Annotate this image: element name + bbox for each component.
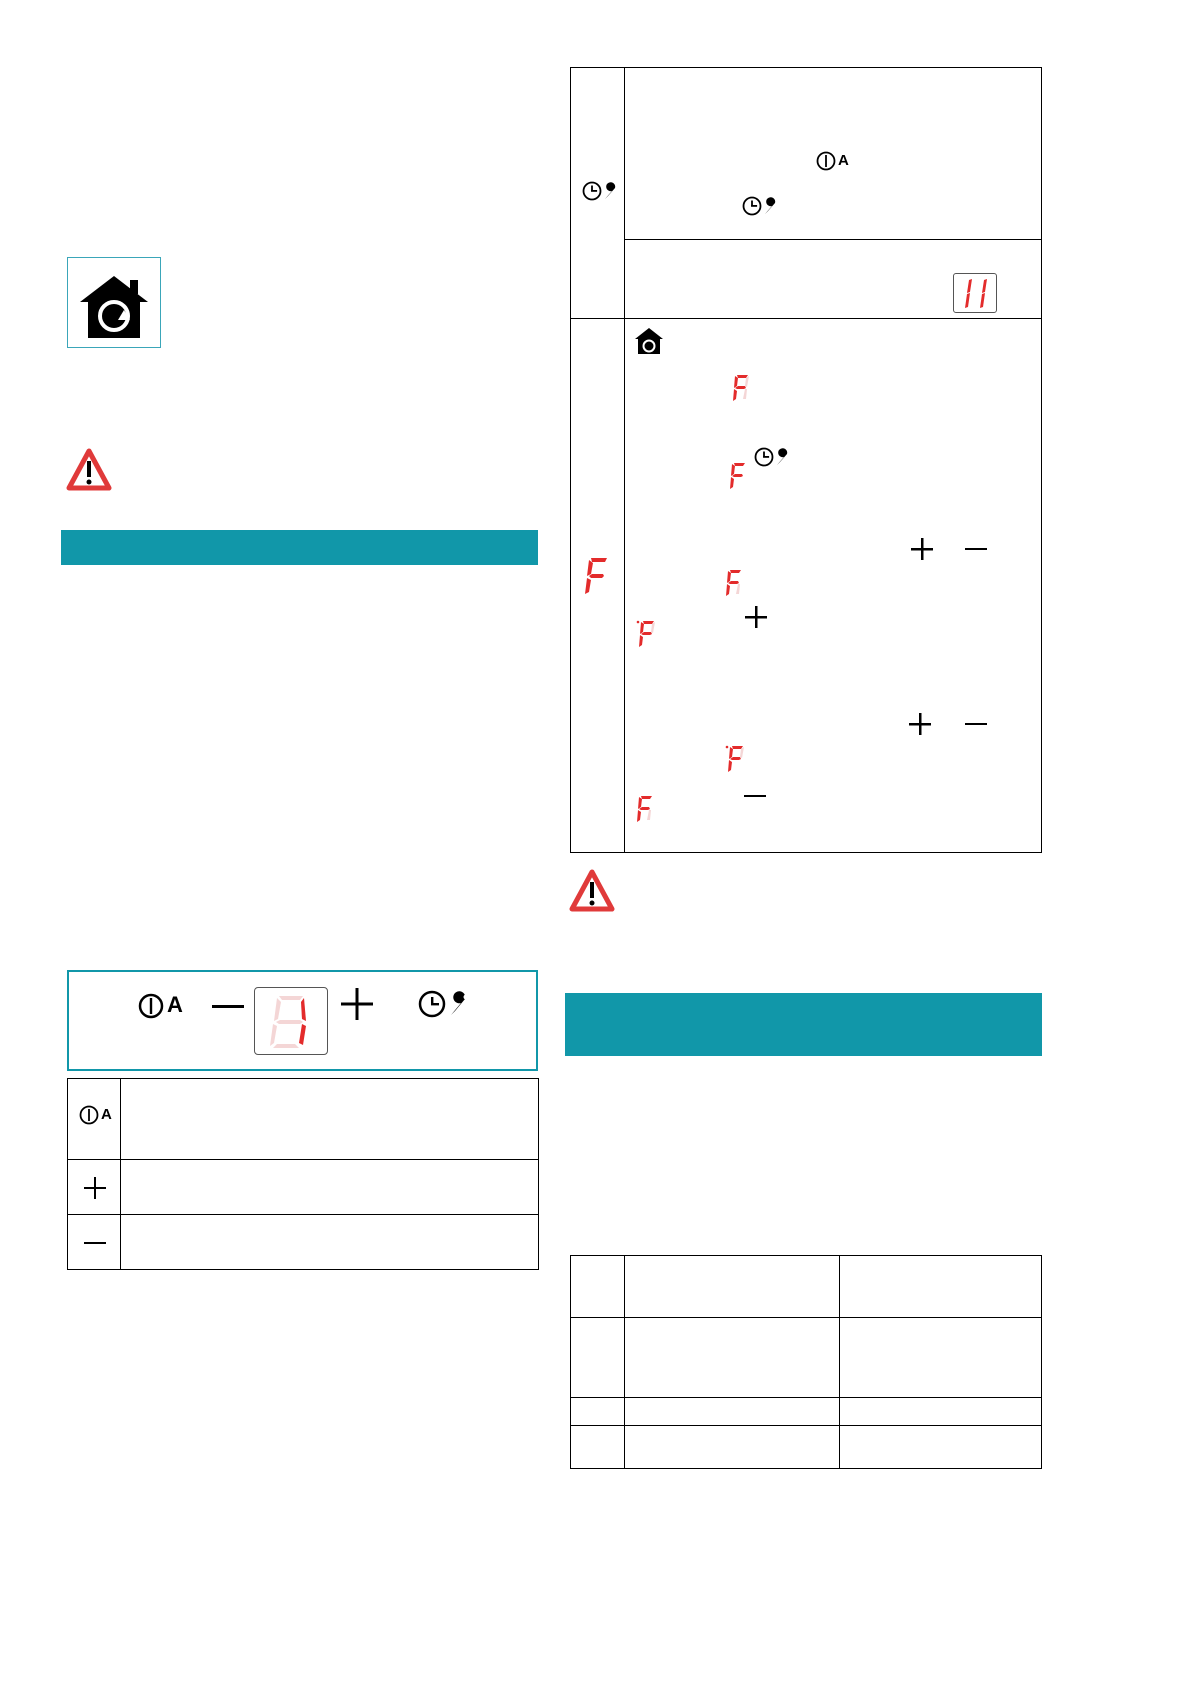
display-eleven — [953, 273, 997, 313]
minus-icon — [84, 1232, 106, 1254]
power-auto-letter: A — [167, 992, 183, 1017]
timer-wrench-icon — [741, 195, 781, 217]
home-recirculation-icon-box — [67, 257, 161, 348]
minus-icon — [965, 713, 987, 735]
power-auto-button[interactable] — [137, 990, 197, 1022]
inline-power-letter: A — [838, 152, 849, 169]
display-f-small — [728, 461, 748, 491]
timer-wrench-icon — [581, 180, 621, 202]
warning-triangle-icon — [569, 869, 615, 913]
power-auto-icon — [815, 150, 837, 172]
display-f-large-value — [583, 556, 588, 565]
grid-table — [570, 1255, 1042, 1469]
display-digit-value — [255, 988, 261, 999]
section-header-bar — [565, 993, 1042, 1056]
display-digit — [254, 987, 328, 1055]
display-f-small — [731, 373, 751, 403]
power-auto-icon — [78, 1104, 100, 1126]
plus-icon — [911, 538, 933, 560]
home-recirculation-icon — [68, 258, 160, 347]
display-f-small — [724, 568, 744, 598]
plus-icon — [745, 606, 767, 628]
warning-triangle-icon — [66, 448, 112, 492]
inline-power-auto — [815, 150, 849, 172]
minus-icon[interactable] — [212, 992, 244, 1022]
settings-table — [570, 67, 1042, 853]
plus-icon — [84, 1177, 106, 1199]
timer-wrench-icon[interactable] — [417, 988, 475, 1020]
plus-icon[interactable] — [341, 988, 373, 1020]
minus-icon — [965, 538, 987, 560]
plus-icon — [909, 713, 931, 735]
display-f-small-dot — [724, 744, 746, 774]
display-f-small — [635, 794, 655, 824]
control-panel — [67, 970, 538, 1071]
legend-power-letter: A — [101, 1106, 112, 1123]
home-recirculation-icon — [633, 326, 665, 356]
display-eleven-value — [954, 274, 962, 283]
legend-row-power-auto — [78, 1104, 112, 1126]
section-header-bar — [61, 530, 538, 565]
timer-wrench-icon — [753, 446, 793, 468]
display-f-small-dot — [635, 619, 657, 649]
minus-icon — [744, 785, 766, 807]
legend-table — [67, 1078, 539, 1270]
